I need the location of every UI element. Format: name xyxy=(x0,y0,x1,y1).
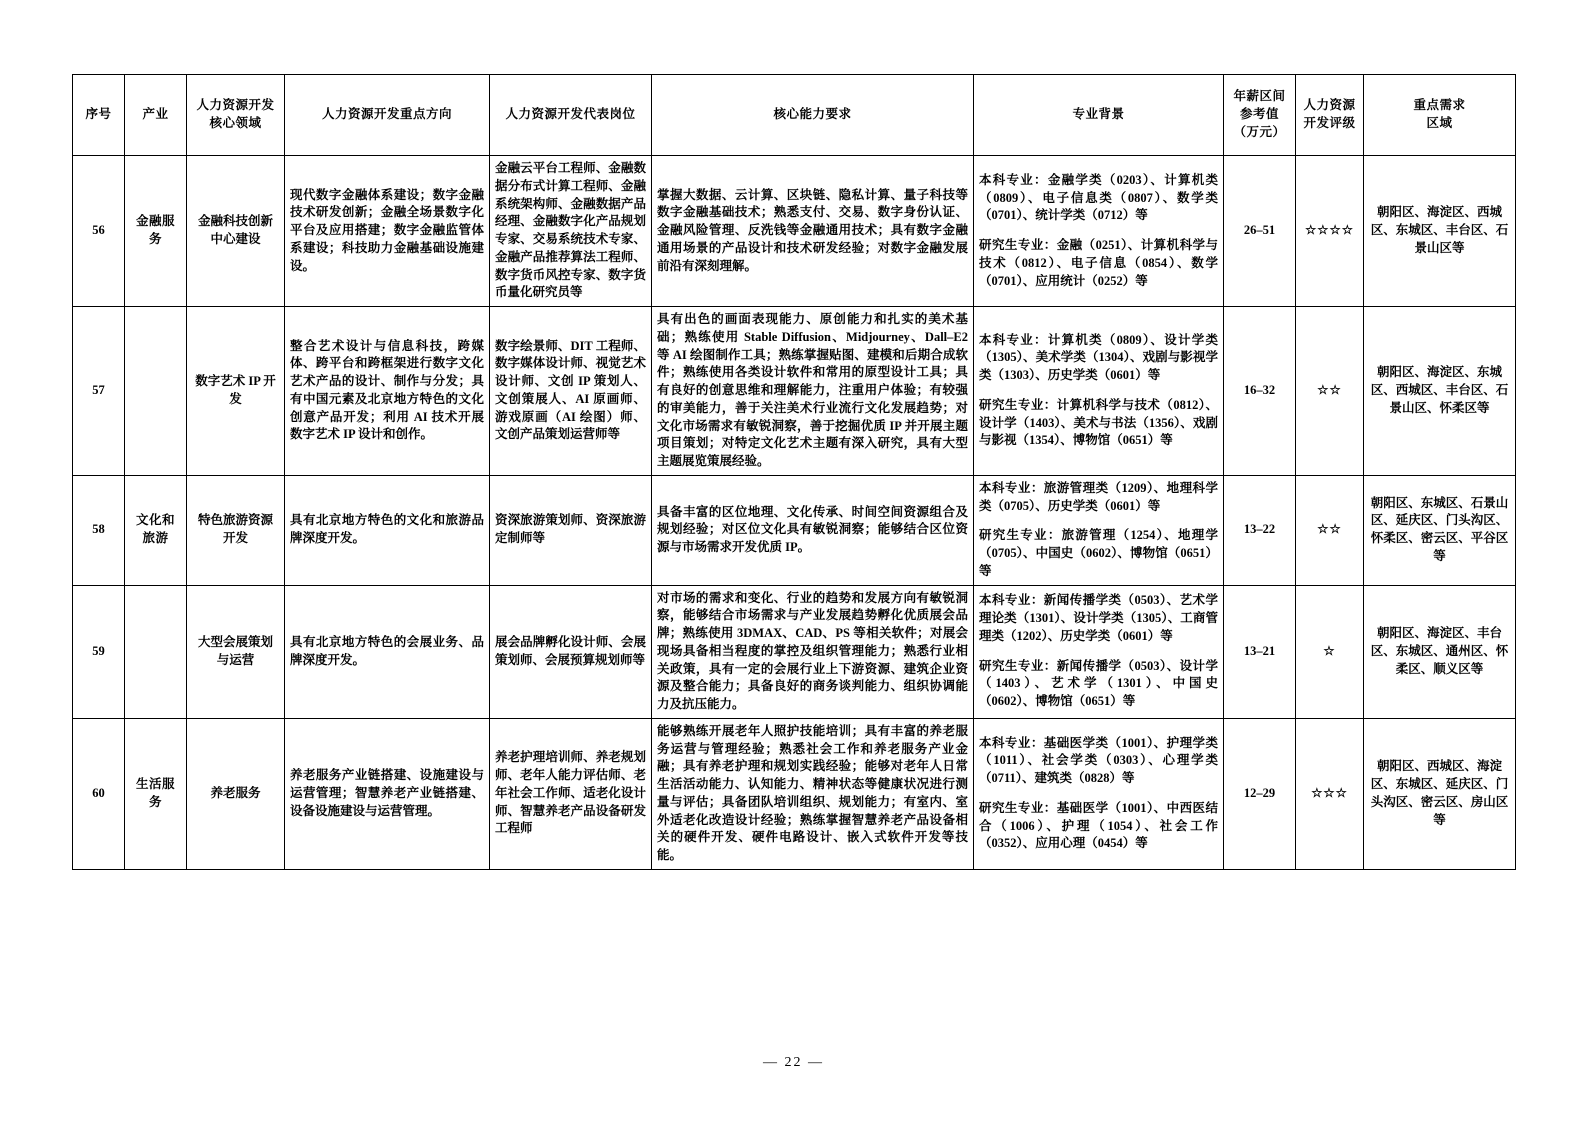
cell-salary: 16–32 xyxy=(1224,307,1296,476)
cell-major xyxy=(974,585,1224,718)
cell-seq: 59 xyxy=(73,585,125,718)
table-row xyxy=(73,585,1516,718)
table-header-row xyxy=(73,75,1516,156)
cell-grade: ☆☆☆ xyxy=(1296,718,1364,869)
cell-salary: 13–21 xyxy=(1224,585,1296,718)
header-major: 专业背景 xyxy=(974,75,1224,156)
table-row xyxy=(73,718,1516,869)
header-grade: 人力资源 开发评级 xyxy=(1296,75,1364,156)
major-grad: 研究生专业：旅游管理（1254）、地理学（0705）、中国史（0602）、博物馆（0651）等 xyxy=(979,528,1218,578)
header-region: 重点需求 区域 xyxy=(1364,75,1516,156)
major-undergrad: 本科专业：旅游管理类（1209）、地理科学类（0705）、历史学类（0601）等 xyxy=(979,480,1218,513)
major-undergrad: 本科专业：基础医学类（1001）、护理学类（1011）、社会学类（0303）、心理学类（0711）、建筑类（0828）等 xyxy=(979,735,1218,785)
cell-ability: 具有出色的画面表现能力、原创能力和扎实的美术基础；熟练使用 Stable Diffusion、Midjourney、Dall–E2 等 AI 绘图制作工具；熟练掌握贴图、建模和后期合成软件；熟练使用各类设计软件和常用的原型设计工具；具有良好的创意思维和理解能力，注重用户体验；有较强的审美能力，善于关注美术行业流行文化发展趋势；对文化市场需求有敏锐洞察，善于挖掘优质 IP 并开展主题项目策划；对特定文化艺术主题有深入研究，具有大型主题展览策展经验。 xyxy=(652,307,974,476)
header-salary: 年薪区间 参考值 （万元） xyxy=(1224,75,1296,156)
cell-region: 朝阳区、海淀区、西城区、东城区、丰台区、石景山区等 xyxy=(1364,156,1516,307)
cell-industry: 生活服务 xyxy=(125,718,187,869)
cell-posts: 数字绘景师、DIT 工程师、数字媒体设计师、视觉艺术设计师、文创 IP 策划人、文创策展人、AI 原画师、游戏原画（AI 绘图）师、文创产品策划运营师等 xyxy=(490,307,652,476)
cell-direction: 具有北京地方特色的会展业务、品牌深度开发。 xyxy=(285,585,490,718)
cell-salary: 13–22 xyxy=(1224,475,1296,585)
major-undergrad: 本科专业：新闻传播学类（0503）、艺术学理论类（1301）、设计学类（1305）、工商管理类（1202）、历史学类（0601）等 xyxy=(979,593,1218,643)
cell-industry: 金融服务 xyxy=(125,156,187,307)
cell-industry xyxy=(125,307,187,476)
cell-posts: 金融云平台工程师、金融数据分布式计算工程师、金融系统架构师、金融数据产品经理、金融数字化产品规划专家、交易系统技术专家、金融产品推荐算法工程师、数字货币风控专家、数字货币量化研究员等 xyxy=(490,156,652,307)
cell-ability: 对市场的需求和变化、行业的趋势和发展方向有敏锐洞察，能够结合市场需求与产业发展趋势孵化优质展会品牌；熟练使用 3DMAX、CAD、PS 等相关软件；对展会现场具备相当程度的掌控及组织管理能力；熟悉行业相关政策，具有一定的会展行业上下游资源、建筑企业资源及整合能力；具备良好的商务谈判能力、组织协调能力及抗压能力。 xyxy=(652,585,974,718)
major-grad: 研究生专业：金融（0251）、计算机科学与技术（0812）、电子信息（0854）、数学（0701）、应用统计（0252）等 xyxy=(979,238,1218,288)
cell-grade: ☆ xyxy=(1296,585,1364,718)
cell-region: 朝阳区、海淀区、丰台区、东城区、通州区、怀柔区、顺义区等 xyxy=(1364,585,1516,718)
cell-ability: 具备丰富的区位地理、文化传承、时间空间资源组合及规划经验；对区位文化具有敏锐洞察；能够结合区位资源与市场需求开发优质 IP。 xyxy=(652,475,974,585)
cell-direction: 整合艺术设计与信息科技，跨媒体、跨平台和跨框架进行数字文化艺术产品的设计、制作与分发；具有中国元素及北京地方特色的文化创意产品开发；利用 AI 技术开展数字艺术 IP 设计和创作。 xyxy=(285,307,490,476)
cell-seq: 56 xyxy=(73,156,125,307)
cell-core-field: 特色旅游资源开发 xyxy=(187,475,285,585)
table-row xyxy=(73,475,1516,585)
cell-salary: 26–51 xyxy=(1224,156,1296,307)
cell-seq: 57 xyxy=(73,307,125,476)
cell-region: 朝阳区、海淀区、东城区、西城区、丰台区、石景山区、怀柔区等 xyxy=(1364,307,1516,476)
cell-direction: 具有北京地方特色的文化和旅游品牌深度开发。 xyxy=(285,475,490,585)
major-undergrad: 本科专业：金融学类（0203）、计算机类（0809）、电子信息类（0807）、数学类（0701）、统计学类（0712）等 xyxy=(979,172,1218,223)
major-grad: 研究生专业：基础医学（1001）、中西医结合（1006）、护理（1054）、社会工作（0352）、应用心理（0454）等 xyxy=(979,800,1218,851)
header-ability: 核心能力要求 xyxy=(652,75,974,156)
cell-grade: ☆☆ xyxy=(1296,307,1364,476)
cell-major xyxy=(974,718,1224,869)
major-grad: 研究生专业：新闻传播学（0503）、设计学（1403）、艺术学（1301）、中国史（0602）、博物馆（0651）等 xyxy=(979,658,1218,709)
cell-major xyxy=(974,307,1224,476)
cell-core-field: 大型会展策划与运营 xyxy=(187,585,285,718)
cell-salary: 12–29 xyxy=(1224,718,1296,869)
cell-posts: 展会品牌孵化设计师、会展策划师、会展预算规划师等 xyxy=(490,585,652,718)
talent-demand-table xyxy=(72,74,1516,870)
header-direction: 人力资源开发重点方向 xyxy=(285,75,490,156)
header-core-field: 人力资源开发 核心领域 xyxy=(187,75,285,156)
cell-region: 朝阳区、东城区、石景山区、延庆区、门头沟区、怀柔区、密云区、平谷区等 xyxy=(1364,475,1516,585)
major-grad: 研究生专业：计算机科学与技术（0812）、设计学（1403）、美术与书法（1356）、戏剧与影视（1354）、博物馆（0651）等 xyxy=(979,397,1218,448)
cell-core-field: 养老服务 xyxy=(187,718,285,869)
cell-posts: 资深旅游策划师、资深旅游定制师等 xyxy=(490,475,652,585)
cell-direction: 养老服务产业链搭建、设施建设与运营管理；智慧养老产业链搭建、设备设施建设与运营管理。 xyxy=(285,718,490,869)
table-row xyxy=(73,156,1516,307)
header-seq: 序号 xyxy=(73,75,125,156)
cell-core-field: 金融科技创新中心建设 xyxy=(187,156,285,307)
cell-seq: 58 xyxy=(73,475,125,585)
cell-major xyxy=(974,156,1224,307)
major-undergrad: 本科专业：计算机类（0809）、设计学类（1305）、美术学类（1304）、戏剧与影视学类（1303）、历史学类（0601）等 xyxy=(979,332,1218,383)
page-number: — 22 — xyxy=(763,1055,824,1070)
cell-posts: 养老护理培训师、养老规划师、老年人能力评估师、老年社会工作师、适老化设计师、智慧养老产品设备研发工程师 xyxy=(490,718,652,869)
cell-region: 朝阳区、西城区、海淀区、东城区、延庆区、门头沟区、密云区、房山区等 xyxy=(1364,718,1516,869)
cell-major xyxy=(974,475,1224,585)
cell-direction: 现代数字金融体系建设；数字金融技术研发创新；金融全场景数字化平台及应用搭建；数字金融监管体系建设；科技助力金融基础设施建设。 xyxy=(285,156,490,307)
cell-ability: 掌握大数据、云计算、区块链、隐私计算、量子科技等数字金融基础技术；熟悉支付、交易、数字身份认证、金融风险管理、反洗钱等金融通用技术；具有数字金融通用场景的产品设计和技术研发经验；对数字金融发展前沿有深刻理解。 xyxy=(652,156,974,307)
cell-grade: ☆☆☆☆ xyxy=(1296,156,1364,307)
header-posts: 人力资源开发代表岗位 xyxy=(490,75,652,156)
cell-seq: 60 xyxy=(73,718,125,869)
header-industry: 产业 xyxy=(125,75,187,156)
table-row xyxy=(73,307,1516,476)
cell-industry: 文化和旅游 xyxy=(125,475,187,585)
cell-core-field: 数字艺术 IP 开发 xyxy=(187,307,285,476)
cell-grade: ☆☆ xyxy=(1296,475,1364,585)
cell-ability: 能够熟练开展老年人照护技能培训；具有丰富的养老服务运营与管理经验；熟悉社会工作和养老服务产业金融；具有养老护理和规划实践经验；能够对老年人日常生活活动能力、认知能力、精神状态等健康状况进行测量与评估；具备团队培训组织、规划能力；有室内、室外适老化改造设计经验；熟练掌握智慧养老产品设备相关的硬件开发、硬件电路设计、嵌入式软件开发等技能。 xyxy=(652,718,974,869)
cell-industry xyxy=(125,585,187,718)
